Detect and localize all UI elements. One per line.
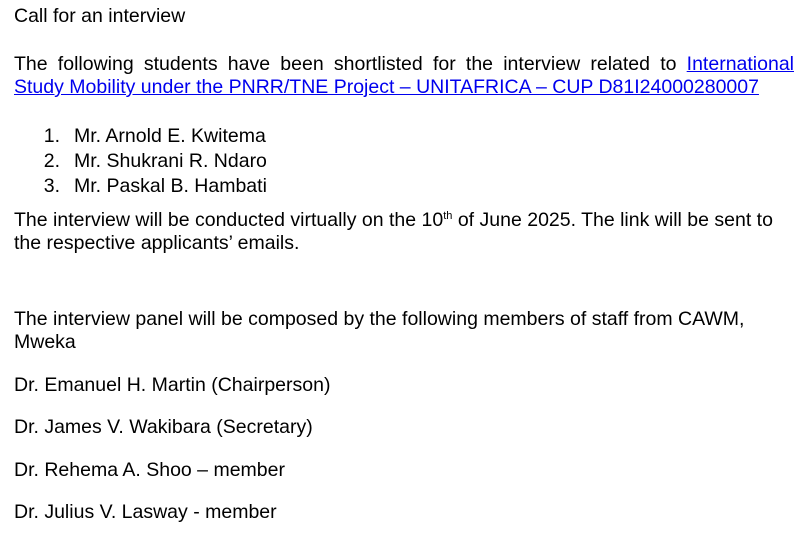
student-name: Mr. Arnold E. Kwitema — [74, 125, 266, 147]
intro-text: The following students have been shortlisted for the interview related to — [14, 53, 687, 75]
list-item — [14, 124, 794, 149]
list-number: 1. — [43, 125, 60, 147]
list-item — [14, 174, 794, 199]
document-body — [14, 5, 794, 539]
list-item — [14, 149, 794, 174]
intro-paragraph — [14, 53, 794, 99]
list-number: 2. — [43, 150, 60, 172]
panel-member-secretary: Dr. James V. Wakibara (Secretary) — [14, 416, 313, 438]
panel-member-chairperson: Dr. Emanuel H. Martin (Chairperson) — [14, 373, 331, 396]
panel-member: Dr. Rehema A. Shoo – member — [14, 458, 285, 481]
shortlisted-students-list — [14, 124, 794, 199]
list-number: 3. — [43, 175, 60, 197]
schedule-text-before: The interview will be conducted virtually on the 10 — [14, 209, 444, 231]
student-name: Mr. Paskal B. Hambati — [74, 175, 267, 197]
panel-member: Dr. Julius V. Lasway - member — [14, 501, 277, 523]
ordinal-suffix: th — [443, 210, 453, 222]
schedule-text-after: of June 2025. The link will be sent to the respective applicants’ emails. — [14, 209, 773, 254]
schedule-paragraph — [14, 209, 794, 255]
project-link[interactable]: International Study Mobility under the PNRR/TNE Project – UNITAFRICA – CUP D81I24000280007 — [14, 53, 794, 98]
student-name: Mr. Shukrani R. Ndaro — [74, 150, 267, 172]
panel-intro: The interview panel will be composed by the following members of staff from CAWM, Mweka — [14, 308, 745, 353]
page-title: Call for an interview — [14, 5, 186, 27]
